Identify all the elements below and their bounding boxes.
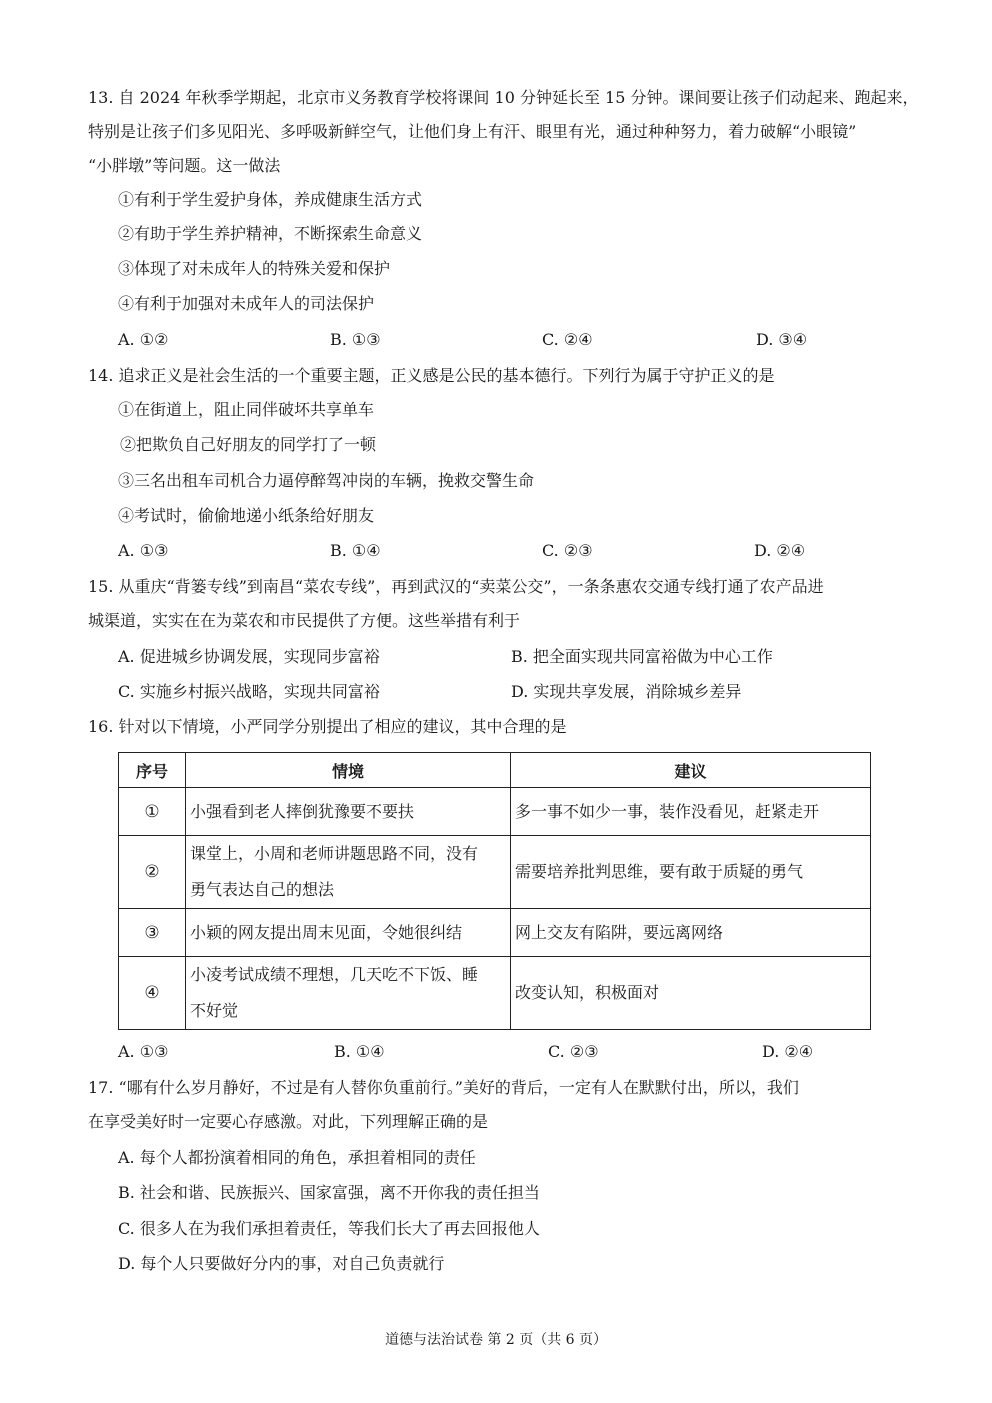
q17-option-b: B. 社会和谐、民族振兴、国家富强，离不开你我的责任担当 <box>118 1183 540 1202</box>
q14-item-1: ①在街道上，阻止同伴破坏共享单车 <box>118 400 375 419</box>
q15-stem-line-2: 城渠道，实实在在为菜农和市民提供了方便。这些举措有利于 <box>88 611 521 630</box>
q14-option-a: A. ①③ <box>118 541 169 560</box>
header-index: 序号 <box>119 753 186 788</box>
row-scene <box>186 909 511 957</box>
row-advice: 多一事不如少一事，装作没看见，赶紧走开 <box>511 788 871 836</box>
table-row <box>119 909 871 957</box>
page-footer: 道德与法治试卷 第 2 页（共 6 页） <box>384 1332 608 1348</box>
q16-option-a: A. ①③ <box>118 1042 169 1061</box>
row-scene-line: 小凌考试成绩不理想，几天吃不下饭、睡 <box>190 965 479 984</box>
q15-option-a: A. 促进城乡协调发展，实现同步富裕 <box>118 647 380 666</box>
row-scene-line: 小颖的网友提出周末见面，令她很纠结 <box>190 922 463 942</box>
row-advice: 需要培养批判思维，要有敢于质疑的勇气 <box>511 836 871 909</box>
q14-option-b: B. ①④ <box>330 541 381 560</box>
table-row <box>119 957 871 1030</box>
q15-stem-line-1: 15. 从重庆“背篓专线”到南昌“菜农专线”，再到武汉的“卖菜公交”，一条条惠农交通专线打通了农产品进 <box>88 577 824 596</box>
q16-option-d: D. ②④ <box>762 1042 814 1061</box>
row-index: ① <box>119 788 186 836</box>
q13-stem-line-3: “小胖墩”等问题。这一做法 <box>88 156 281 175</box>
q15-option-c: C. 实施乡村振兴战略，实现共同富裕 <box>118 682 380 701</box>
row-scene <box>186 836 511 909</box>
q16-table <box>118 752 871 1030</box>
q13-option-d: D. ③④ <box>756 330 808 349</box>
q13-option-a: A. ①② <box>118 330 169 349</box>
q14-option-d: D. ②④ <box>754 541 806 560</box>
row-scene-line: 不好觉 <box>190 1001 239 1020</box>
row-index: ④ <box>119 957 186 1030</box>
row-scene <box>186 957 511 1030</box>
row-index: ③ <box>119 909 186 957</box>
q13-stem-line-2: 特别是让孩子们多见阳光、多呼吸新鲜空气，让他们身上有汗、眼里有光，通过种种努力，着力破解“小眼镜” <box>88 122 857 141</box>
row-index: ② <box>119 836 186 909</box>
q13-item-3: ③体现了对未成年人的特殊关爱和保护 <box>118 259 391 278</box>
q14-option-c: C. ②③ <box>542 541 593 560</box>
table-row <box>119 788 871 836</box>
table-header-row <box>119 753 871 788</box>
header-advice: 建议 <box>511 753 871 788</box>
row-advice: 改变认知，积极面对 <box>511 957 871 1030</box>
q17-option-c: C. 很多人在为我们承担着责任，等我们长大了再去回报他人 <box>118 1219 540 1238</box>
q15-option-b: B. 把全面实现共同富裕做为中心工作 <box>511 647 773 666</box>
row-scene-line: 勇气表达自己的想法 <box>190 880 335 899</box>
q13-item-4: ④有利于加强对未成年人的司法保护 <box>118 294 375 313</box>
q17-stem-line-2: 在享受美好时一定要心存感激。对此，下列理解正确的是 <box>88 1112 489 1131</box>
row-advice: 网上交友有陷阱，要远离网络 <box>511 909 871 957</box>
q14-item-4: ④考试时，偷偷地递小纸条给好朋友 <box>118 506 375 525</box>
q17-option-d: D. 每个人只要做好分内的事，对自己负责就行 <box>118 1254 445 1273</box>
q17-option-a: A. 每个人都扮演着相同的角色，承担着相同的责任 <box>118 1148 476 1167</box>
table-row <box>119 836 871 909</box>
q13-option-b: B. ①③ <box>330 330 381 349</box>
q16-option-b: B. ①④ <box>334 1042 385 1061</box>
row-scene-line: 小强看到老人摔倒犹豫要不要扶 <box>190 801 415 821</box>
q13-option-c: C. ②④ <box>542 330 593 349</box>
q14-item-2: ②把欺负自己好朋友的同学打了一顿 <box>120 435 377 454</box>
q13-item-2: ②有助于学生养护精神，不断探索生命意义 <box>118 224 423 243</box>
q13-item-1: ①有利于学生爱护身体，养成健康生活方式 <box>118 190 423 209</box>
row-scene <box>186 788 511 836</box>
q14-stem-line-1: 14. 追求正义是社会生活的一个重要主题，正义感是公民的基本德行。下列行为属于守护正义的是 <box>88 366 775 385</box>
q14-item-3: ③三名出租车司机合力逼停醉驾冲岗的车辆，挽救交警生命 <box>118 471 535 490</box>
row-scene-line: 课堂上，小周和老师讲题思路不同，没有 <box>190 844 479 863</box>
q16-stem-line-1: 16. 针对以下情境，小严同学分别提出了相应的建议，其中合理的是 <box>88 717 567 736</box>
q13-stem-line-1: 13. 自 2024 年秋季学期起，北京市义务教育学校将课间 10 分钟延长至 15 分钟。课间要让孩子们动起来、跑起来， <box>88 88 919 107</box>
q17-stem-line-1: 17. “哪有什么岁月静好，不过是有人替你负重前行。”美好的背后，一定有人在默默付出，所以，我们 <box>88 1078 799 1097</box>
header-scene: 情境 <box>186 753 511 788</box>
q16-option-c: C. ②③ <box>548 1042 599 1061</box>
q15-option-d: D. 实现共享发展，消除城乡差异 <box>511 682 742 701</box>
